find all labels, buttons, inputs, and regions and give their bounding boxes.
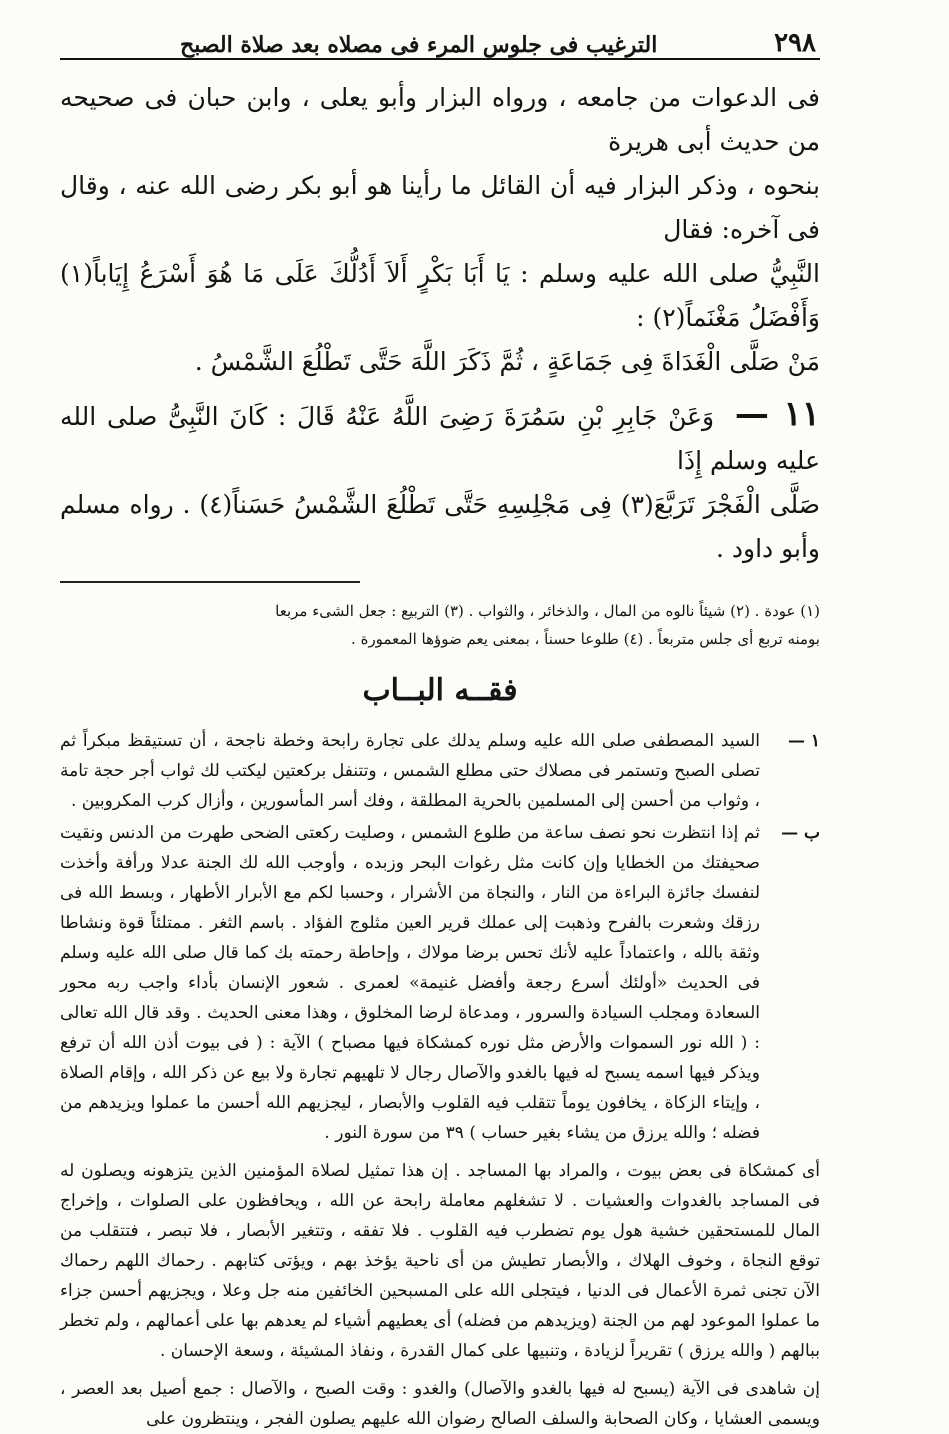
hadith-line (60, 392, 820, 483)
fiqh-item-text: السيد المصطفى صلى الله عليه وسلم يدلك على تجارة رابحة وخطة ناجحة ، أن تستيقظ مبكراً ثم تصلى الصبح وتستمر فى مصلاك حتى مطلع الشمس ، وتتنفل بركعتين ليكتب لك ثواب أجر حجة تامة ، وثواب من أحسن إلى المسلمين بالحرية المطلقة ، وفك أسر المأسورين ، وأزال كرب المكروبين . (60, 731, 760, 811)
hadith-line: النَّبِيُّ صلى الله عليه وسلم : يَا أَبَا بَكْرٍ أَلاَ أَدُلُّكَ عَلَى مَا هُوَ أَسْرَعُ إِيَاباً(١) وَأَفْضَلُ مَغْنَماً(٢) : (60, 259, 820, 332)
footnote-separator (60, 581, 360, 583)
page-number: ٢٩٨ (774, 28, 816, 58)
footnotes (60, 597, 820, 653)
fiqh-item-label: ١ — (787, 731, 820, 751)
hadith-line: مَنْ صَلَّى الْغَدَاةَ فِى جَمَاعَةٍ ، ثُمَّ ذَكَرَ اللَّهَ حَتَّى تَطْلُعَ الشَّمْسُ . (194, 347, 820, 376)
fiqh-item-text: ثم إذا انتظرت نحو نصف ساعة من طلوع الشمس ، وصليت ركعتى الضحى طهرت من الدنس ونقيت صحيفتك من الخطايا وإن كانت مثل رغوات البحر وزبده ، وأوجب الله لك الجنة عدلا ورأفة وأخذت لنفسك جائزة البراءة من النار ، والنجاة من الأشرار ، وحسبا لكم مع الأبرار الأطهار ، وبسط الله فى رزقك وشعرت بالفرح وذهبت إلى عملك قرير العين مثلوج الفؤاد . باسم الثغر . ممتلئاً قوة ونشاطا وثقة بالله ، واعتماداً عليه لأنك تحس برضا مولاك ، وإحاطة رحمته بك كما قال صلى الله عليه وسلم فى الحديث «أولئك أسرع رجعة وأفضل غنيمة» لعمرى . شعور الإنسان بأداء واجب ربه محور السعادة ومجلب السيادة والسرور ، ومدعاة لرضا المخلوق ، وهذا معنى الحديث . وقد قال الله تعالى : ( الله نور السموات والأرض مثل نوره كمشكاة فيها مصباح ) الآية : ( فى بيوت أذن الله أن ترفع ويذكر فيها اسمه يسبح له فيها بالغدو والآصال رجال لا تلهيهم تجارة ولا بيع عن ذكر الله ، وإقام الصلاة ، وإيتاء الزكاة ، يخافون يوماً تتقلب فيه القلوب والأبصار ، ليجزيهم الله أحسن ما عملوا ويزيدهم من فضله ؛ والله يرزق من يشاء بغير حساب ) ٣٩ من سورة النور . (60, 823, 760, 1143)
hadith-main (60, 76, 820, 384)
footnote-line: بومنه تربع أى جلس متربعاً . (٤) طلوعا حسناً ، بمعنى يعم ضوؤها المعمورة . (351, 630, 820, 648)
fiqh-item (60, 726, 820, 816)
section-heading: فقــه البــاب (362, 673, 518, 708)
hadith-line-text: وَعَنْ جَابِرِ بْنِ سَمُرَةَ رَضِىَ اللَّهُ عَنْهُ قَالَ : كَانَ النَّبِىُّ صلى الله عليه وسلم إِذَا (60, 402, 820, 475)
page (60, 14, 821, 1429)
commentary-paragraph: أى كمشكاة فى بعض بيوت ، والمراد بها المساجد . إن هذا تمثيل لصلاة المؤمنين الذين يتزهونه ويصلون له فى المساجد بالغدوات والعشيات . لا تشغلهم معاملة رابحة عن الله ، ويحافظون على الصلوات ، وإخراج المال للمستحقين خشية هول يوم تضطرب فيه القلوب . فلا تفقه ، وتتغير الأبصار ، فلا تبصر ، فتتقلب من توقع النجاة ، وخوف الهلاك ، والأبصار تطيش من أى ناحية يؤخذ بهم ، ويؤتى كتابهم . رحماك اللهم رحماك الآن تجنى ثمرة الأعمال فى الدنيا ، فيتجلى الله على المسبحين الخائفين منه جل وعلا ، ويجزيهم أحسن جزاء ما عملوا الموعود لهم من الجنة (ويزيدهم من فضله) أى يعطيهم أشياء لم يعدهم بها على أعمالهم ، ولم تخطر ببالهم ( والله يرزق ) تقريراً لزيادة ، وتنبيها على كمال القدرة ، ونفاذ المشيئة ، وسعة الإحسان . (60, 1161, 820, 1361)
fiqh-item (60, 818, 820, 1148)
page-header (60, 14, 820, 60)
hadith-line: بنحوه ، وذكر البزار فيه أن القائل ما رأينا هو أبو بكر رضى الله عنه ، وقال فى آخره: فقال (60, 171, 820, 244)
fiqh-item-label: ب — (781, 823, 820, 843)
hadith-line: فى الدعوات من جامعه ، ورواه البزار وأبو يعلى ، وابن حبان فى صحيحه من حديث أبى هريرة (60, 83, 820, 156)
hadith-number: ١١ — (734, 394, 821, 434)
footnote-line: (١) عودة . (٢) شيئاً نالوه من المال ، والذخائر ، والثواب . (٣) التربيع : جعل الشىء مربعا (275, 602, 820, 620)
hadith-11 (60, 392, 820, 571)
hadith-line: صَلَّى الْفَجْرَ تَرَبَّعَ(٣) فِى مَجْلِسِهِ حَتَّى تَطْلُعَ الشَّمْسُ حَسَناً(٤) . رواه مسلم وأبو داود . (60, 490, 820, 563)
commentary-paragraph: إن شاهدى فى الآية (يسبح له فيها بالغدو والآصال) والغدو : وقت الصبح ، والآصال : جمع أصيل بعد العصر ، ويسمى العشايا ، وكان الصحابة والسلف الصالح رضوان الله عليهم يصلون الفجر ، وينتظرون على (60, 1379, 820, 1429)
running-title: الترغيب فى جلوس المرء فى مصلاه بعد صلاة الصبح (180, 32, 658, 58)
